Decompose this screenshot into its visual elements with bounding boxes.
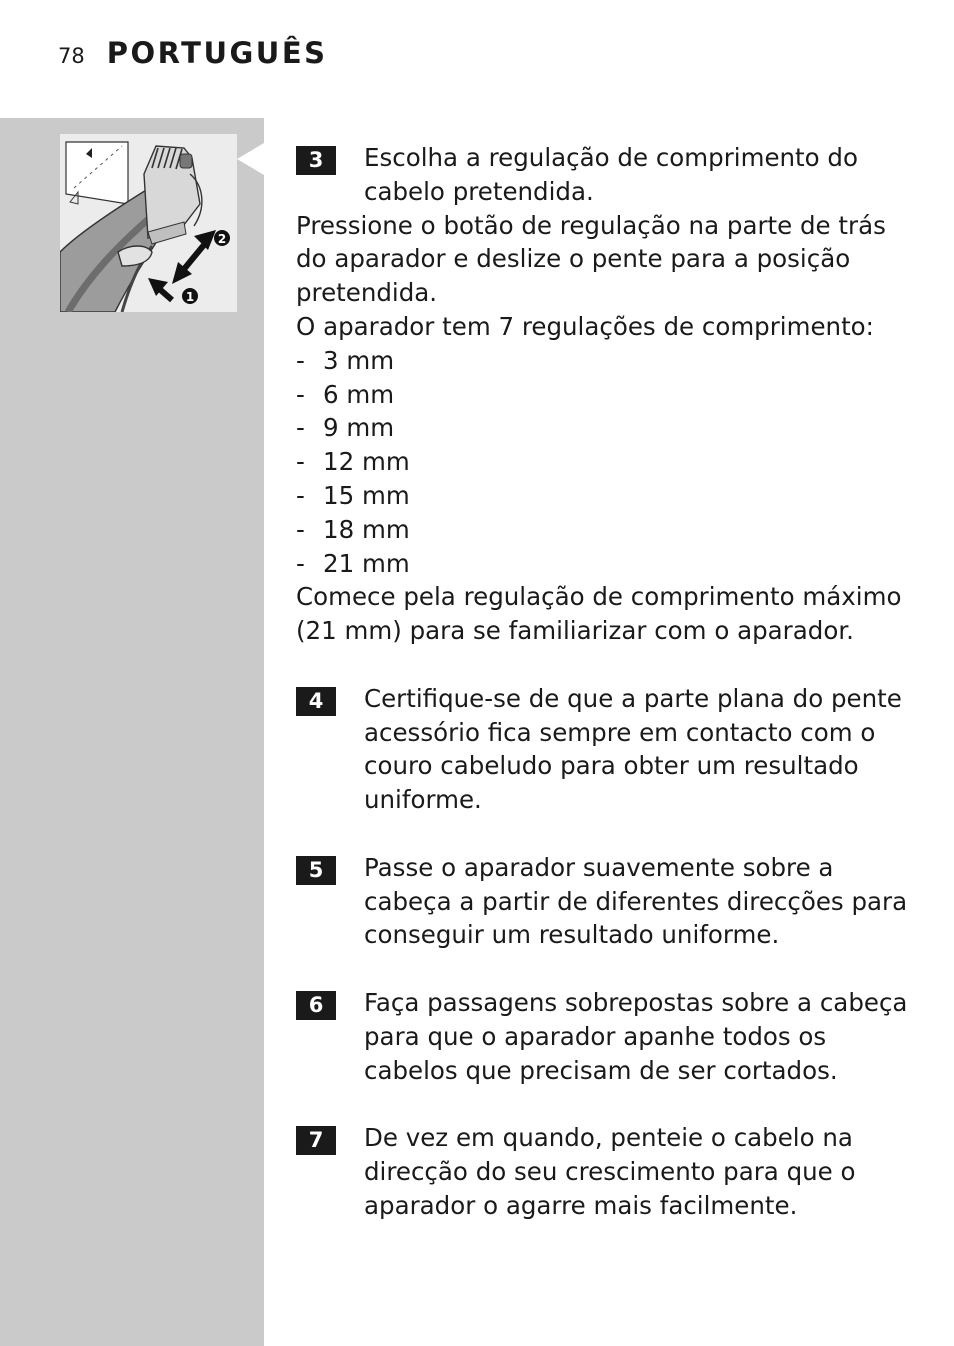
language-title: PORTUGUÊS [106,36,328,70]
list-dash: - [296,548,305,578]
figure-pointer [237,143,264,175]
step-text: De vez em quando, penteie o cabelo na direcção do seu crescimento para que o aparador o agarre mais facilmente. [364,1123,856,1220]
body-paragraph: O aparador tem 7 regulações de comprimento: [296,311,874,341]
list-item-text: 18 mm [323,514,410,544]
step-number-badge: 7 [296,1126,336,1155]
step-text: Faça passagens sobrepostas sobre a cabeça para que o aparador apanhe todos os cabelos que precisam de ser cortados. [364,987,908,1085]
step-number-badge: 6 [296,991,336,1020]
length-settings-list [296,344,916,581]
step-number-badge: 5 [296,856,336,885]
list-dash: - [296,345,305,375]
step-text: Passe o aparador suavemente sobre a cabeça a partir de diferentes direcções para conseguir um resultado uniforme. [364,852,908,950]
list-item [296,378,916,412]
svg-text:1: 1 [185,290,195,304]
list-item-text: 6 mm [323,379,395,409]
list-item-text: 15 mm [323,480,410,510]
step-number-badge: 4 [296,687,336,716]
page-header [58,36,328,76]
trimmer-illustration [60,134,237,312]
body-paragraph: Comece pela regulação de comprimento máximo (21 mm) para se familiarizar com o aparador. [296,582,902,646]
list-item [296,547,916,581]
list-item-text: 21 mm [323,548,410,578]
list-item-text: 9 mm [323,413,395,443]
list-dash: - [296,480,305,510]
list-dash: - [296,413,305,443]
list-dash: - [296,514,305,544]
list-dash: - [296,447,305,477]
step-6 [296,986,916,1087]
step-7 [296,1121,916,1222]
step-text: Certifique-se de que a parte plana do pente acessório fica sempre em contacto com o couro cabeludo para obter um resultado uniforme. [364,683,902,815]
list-dash: - [296,379,305,409]
list-item-text: 12 mm [323,447,410,477]
step-5 [296,851,916,952]
list-item [296,479,916,513]
step-3 [296,141,916,209]
step-4 [296,682,916,817]
step-text: Escolha a regulação de comprimento do cabelo pretendida. [364,143,858,206]
list-item [296,344,916,378]
instructions [296,141,916,1223]
svg-text:2: 2 [217,232,227,246]
page-number: 78 [58,44,85,68]
step-number-badge: 3 [296,146,336,175]
trimmer-illustration-icon [60,134,237,312]
body-paragraph: Pressione o botão de regulação na parte de trás do aparador e deslize o pente para a posição pretendida. [296,210,886,308]
list-item [296,445,916,479]
list-item [296,513,916,547]
list-item-text: 3 mm [323,345,395,375]
list-item [296,411,916,445]
